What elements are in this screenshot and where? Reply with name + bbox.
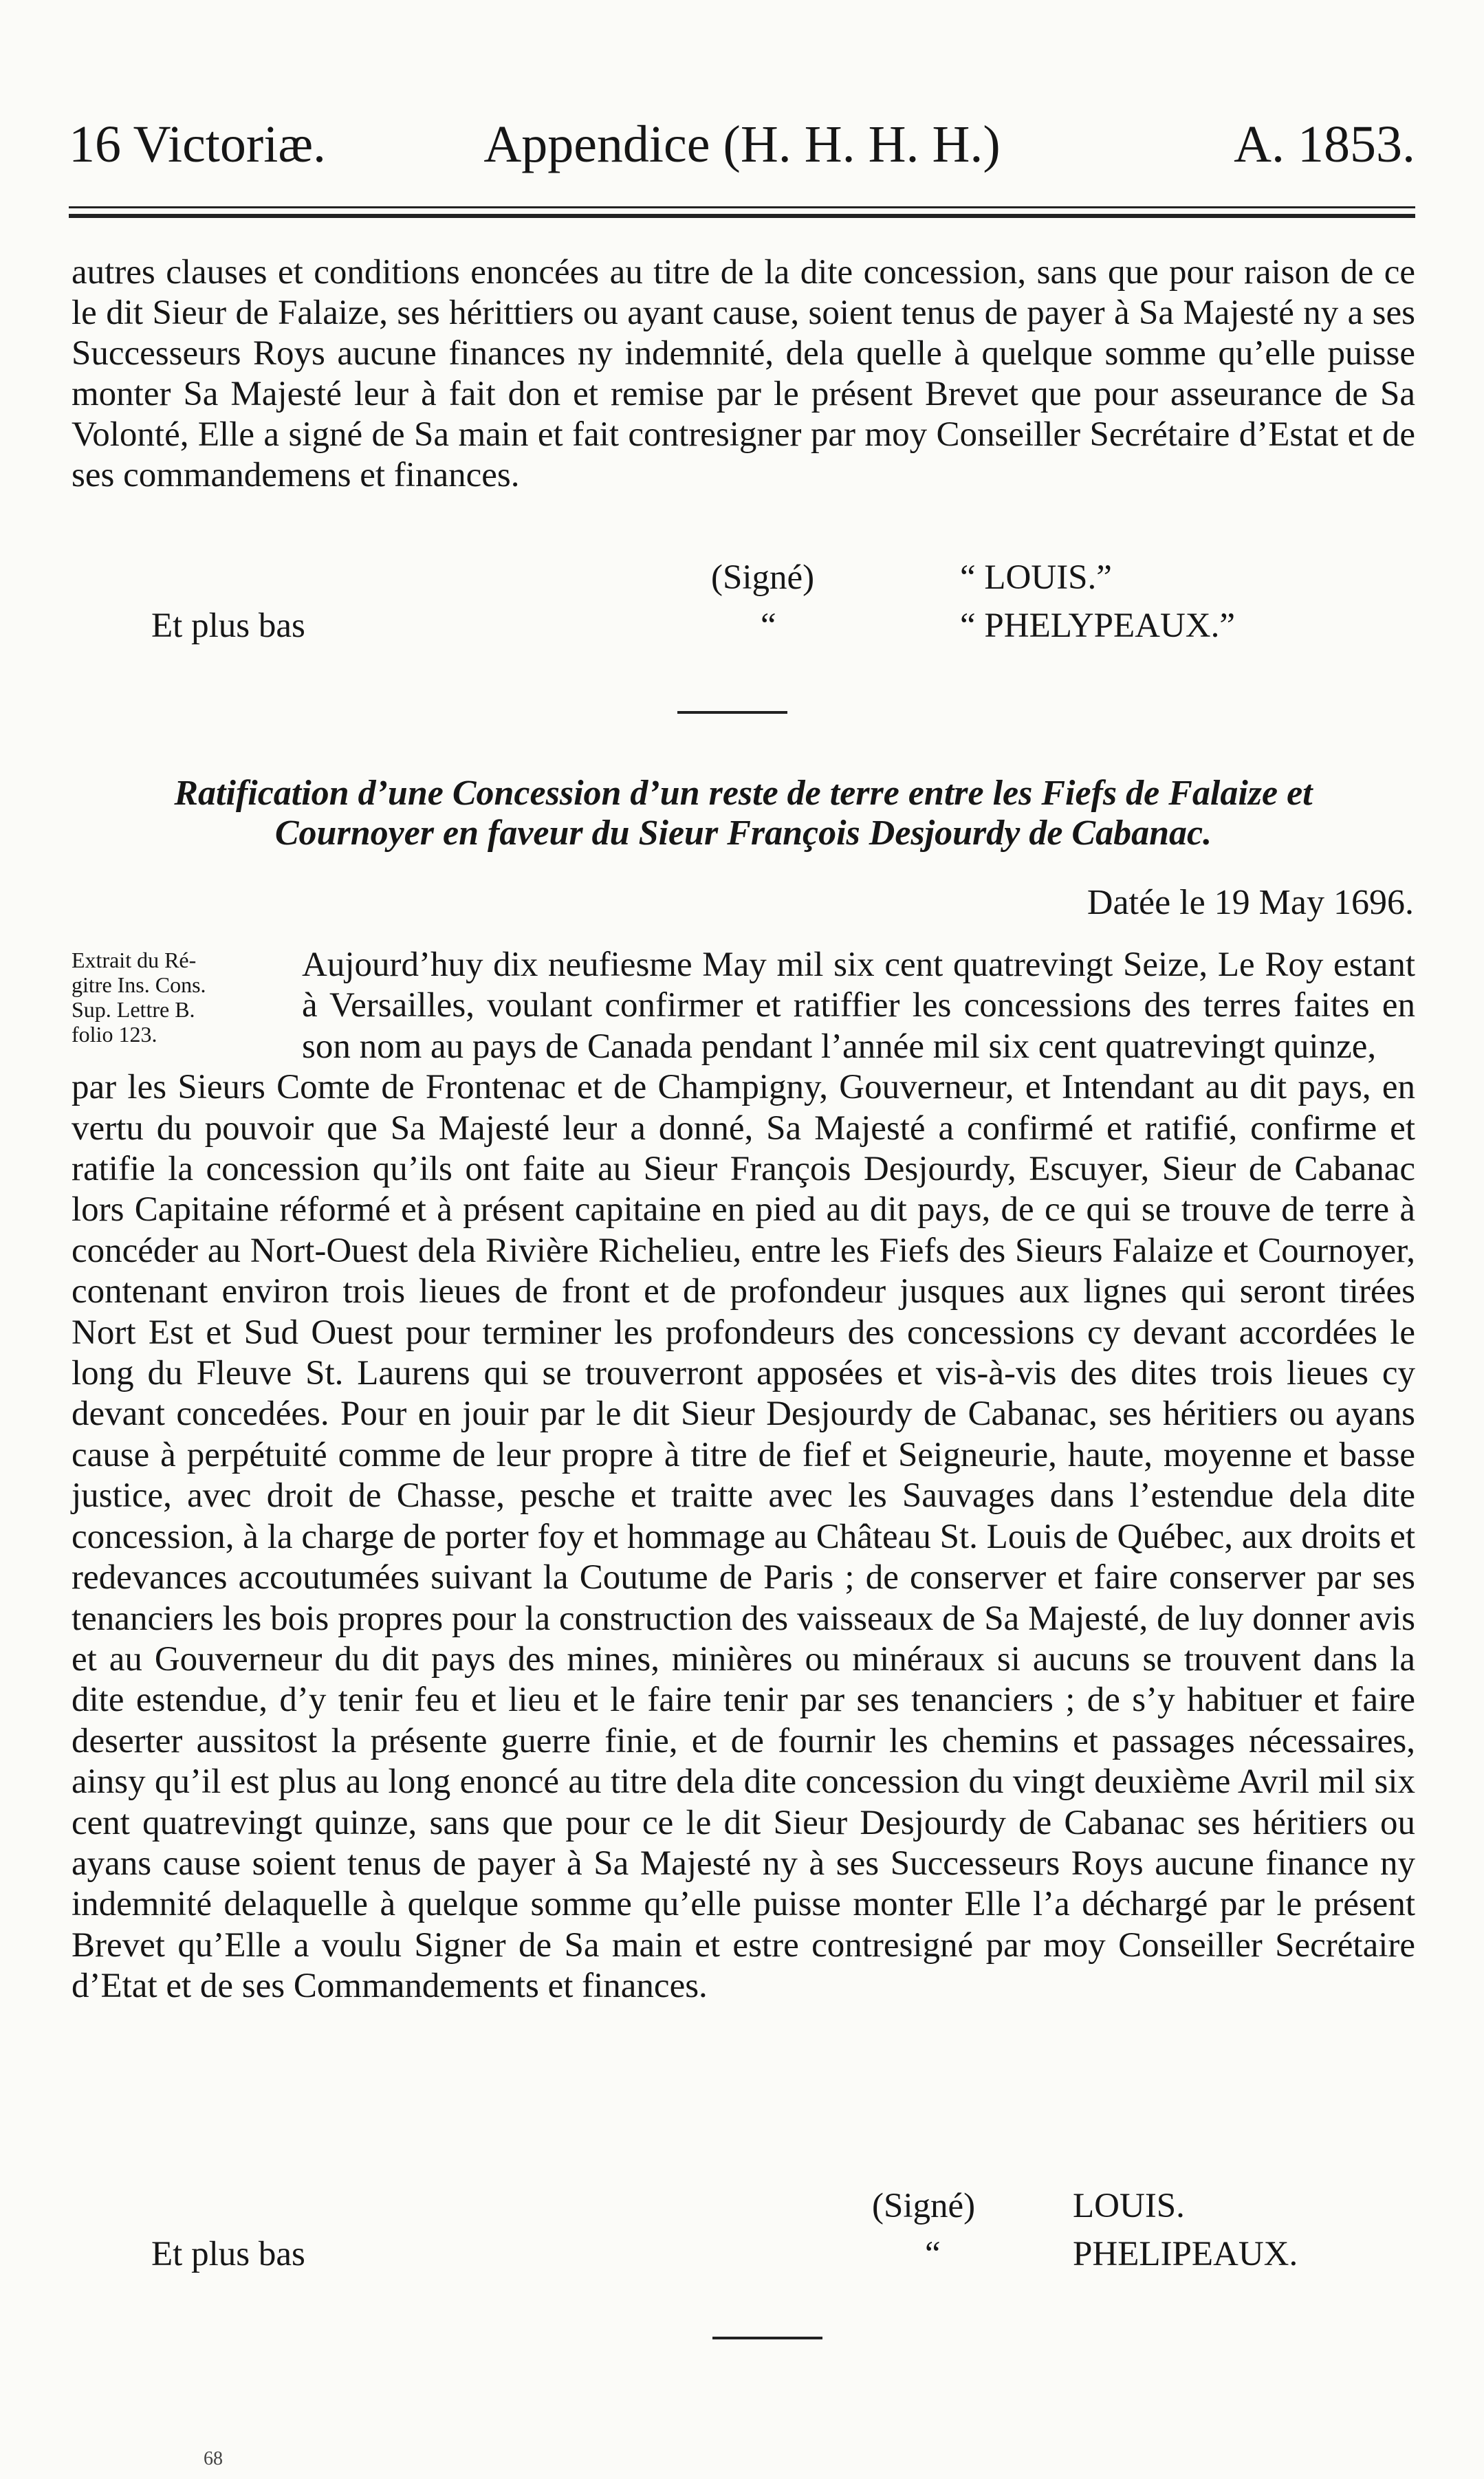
section2-signed-label: (Signé) (872, 2187, 976, 2225)
section2-below-quote: “ (925, 2235, 941, 2273)
section2-body-text: par les Sieurs Comte de Frontenac et de Champigny, Gouverneur, et Intendant au dit pays, en vertu du pouvoir que Sa Majesté leur a donné, Sa Majesté a confirmé et ratifié, confirme et ratifie la concession qu’ils ont faite au Sieur François Desjourdy, Escuyer, Sieur de Cabanac lors Capitaine réformé et à présent capitaine en pied au dit pays, de ce qui se trouve de terre à concéder au Nort-Ouest dela Rivière Richelieu, entre les Fiefs des Sieurs Falaize et Cournoyer, contenant environ trois lieues de front et de profondeur jusques aux lignes qui seront tirées Nort Est et Sud Ouest pour terminer les profondeurs des concessions cy devant accordées le long du Fleuve St. Laurens qui se trouverront apposées et vis-à-vis des dites trois lieues cy devant concedées. Pour en jouir par le dit Sieur Desjourdy de Cabanac, ses héritiers ou ayans cause à perpétuité comme de leur propre à titre de fief et Seigneurie, haute, moyenne et basse justice, avec droit de Chasse, pesche et traitte avec les Sauvages dans l’estendue dela dite concession, à la charge de porter foy et hommage au Château St. Louis de Québec, aux droits et redevances accoutumées suivant la Coutume de Paris ; de conserver et faire conserver par ses tenanciers les bois propres pour la construction des vaisseaux de Sa Majesté, de luy donner avis et au Gouverneur du dit pays des mines, minières ou minéraux si aucuns se trouvent dans la dite estendue, d’y tenir feu et lieu et le faire tenir par ses tenanciers ; de s’y habituer et faire deserter aussitost la présente guerre finie, et de fournir les chemins et passages nécessaires, ainsy qu’il est plus au long enoncé au titre dela dite concession du vingt deuxième Avril mil six cent quatrevingt quinze, sans que pour ce le dit Sieur Desjourdy de Cabanac ses héritiers ou ayans cause soient tenus de payer à Sa Majesté ny à ses Successeurs Roys aucune finance ny indemnité delaquelle à quelque somme qu’elle puisse monter Elle l’a déchargé par le présent Brevet qu’Elle a voulu Signer de Sa main et estre contresigné par moy Conseiller Secrétaire d’Etat et de ses Commandements et finances. (72, 1068, 1415, 2006)
section2-below-name: PHELIPEAUX. (1073, 2235, 1298, 2273)
margin-note-line: Sup. Lettre B. (72, 997, 195, 1022)
section1-below-quote: “ (761, 607, 776, 645)
section1-paragraph (72, 252, 1415, 496)
section2-body (72, 945, 1415, 2007)
section2-opening: Aujourd’huy dix neufiesme May mil six cent quatrevingt Seize, Le Roy estant à Versailles, voulant confirmer et ratiffier les concessions des terres faites en son nom au pays de Canada pendant l’année mil six cent quatrevingt quinze, (302, 946, 1415, 1066)
section1-signed-name: “ LOUIS.” (960, 558, 1112, 597)
running-header (69, 113, 1415, 175)
header-appendix: Appendice (H. H. H. H.) (483, 116, 1001, 173)
section1-below-label: Et plus bas (151, 607, 305, 645)
margin-note-line: Extrait du Ré- (72, 948, 197, 972)
margin-note-line: gitre Ins. Cons. (72, 972, 206, 997)
section-divider (677, 711, 787, 714)
section2-title (72, 774, 1415, 853)
section2-title-line1: Ratification d’une Concession d’un reste de terre entre les Fiefs de Falaize et (174, 774, 1313, 813)
section2-below-label: Et plus bas (151, 2235, 305, 2273)
header-rule-thick (69, 214, 1415, 218)
section2-date: Datée le 19 May 1696. (1087, 883, 1414, 922)
header-rule-thin (69, 206, 1415, 208)
section2-signed-name: LOUIS. (1073, 2187, 1185, 2225)
header-session: 16 Victoriæ. (69, 116, 327, 173)
section1-below-name: “ PHELYPEAUX.” (960, 607, 1236, 645)
header-year: A. 1853. (1234, 116, 1415, 173)
section1-text: autres clauses et conditions enoncées au titre de la dite concession, sans que pour raison de ce le dit Sieur de Falaize, ses hérittiers ou ayant cause, soient tenus de payer à Sa Majesté ny a ses Successeurs Roys aucune finances ny indemnité, dela quelle à quelque somme qu’elle puisse monter Sa Majesté leur à fait don et remise par le présent Brevet que pour asseurance de Sa Volonté, Elle a signé de Sa main et fait contresigner par moy Conseiller Secrétaire d’Estat et de ses commandemens et finances. (72, 253, 1415, 494)
closing-divider (712, 2337, 822, 2339)
page-mark: 68 (204, 2448, 223, 2469)
section1-signed-label: (Signé) (711, 558, 815, 597)
margin-note-line: folio 123. (72, 1022, 157, 1047)
section2-title-line2: Cournoyer en faveur du Sieur François Desjourdy de Cabanac. (274, 813, 1212, 853)
